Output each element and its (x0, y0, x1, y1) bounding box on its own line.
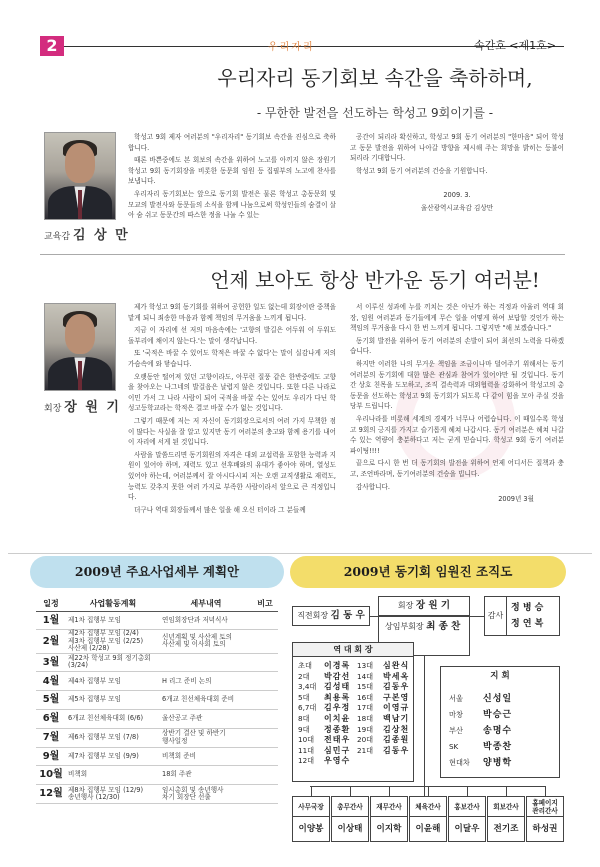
connector (545, 786, 546, 796)
president-name: 장 원 기 (415, 600, 451, 611)
plan-activity: 제6차 집행부 모임 (7/8) (66, 728, 160, 747)
auditor-name: 정 병 승 (511, 603, 544, 613)
term-label: 10대 (298, 735, 315, 745)
branch-entry (449, 707, 512, 723)
past-president-entry (298, 735, 356, 746)
past-president-entry (357, 672, 413, 683)
column-header: 세부내역 (160, 596, 252, 611)
plan-note (252, 672, 278, 691)
past-president-entry (357, 661, 413, 672)
branch-label: SK (449, 742, 459, 751)
term-label: 초대 (298, 661, 312, 670)
past-presidents-title: 역 대 회 장 (293, 643, 413, 657)
plan-note (252, 691, 278, 710)
past-president-entry (298, 693, 356, 704)
staff-role: 총무간사 (332, 797, 368, 817)
past-president-entry (357, 746, 413, 757)
branch-head: 박종찬 (483, 742, 513, 752)
past-president-entry (357, 714, 413, 725)
staff-box (370, 796, 408, 842)
plan-month: 1월 (36, 611, 66, 630)
plan-activity: 제22차 학성고 9회 정기총회 (3/24) (66, 653, 160, 672)
paragraph: 동기회 발전을 위하여 동기 여러분의 손발이 되어 최선의 노력을 다하겠습니다. (350, 336, 564, 356)
staff-name: 이달우 (454, 824, 480, 834)
branches-box (440, 666, 560, 778)
connector (467, 786, 468, 796)
president-name: 박세옥 (383, 671, 410, 681)
plan-detail: 임시총회 및 송년행사 차기 회장단 선출 (160, 785, 252, 804)
branch-label: 현대차 (449, 758, 470, 767)
org-panel (290, 556, 566, 863)
plan-detail: 상반기 결산 및 하반기 행사일정 (160, 728, 252, 747)
past-president-entry (298, 682, 356, 693)
staff-box (487, 796, 525, 842)
article2-column-1 (128, 302, 336, 517)
plan-month: 10월 (36, 766, 66, 785)
term-label: 14대 (357, 671, 374, 681)
past-president-entry (298, 756, 356, 767)
immediate-past-box (292, 606, 370, 626)
connector (370, 616, 378, 617)
article1-subtitle: - 무한한 발전을 선도하는 학성고 9회이기를 - (256, 106, 494, 120)
past-president-entry (298, 725, 356, 736)
president-name: 이경록 (324, 661, 351, 670)
caption-name: 김 상 만 (72, 228, 130, 243)
president-role: 회장 (397, 601, 414, 610)
past-president-entry (357, 735, 413, 746)
staff-name: 전기조 (493, 824, 519, 834)
term-label: 12대 (298, 756, 315, 766)
plan-row (36, 747, 278, 766)
immediate-past-name: 김 동 우 (330, 610, 365, 621)
paragraph: 오랫동안 떨어져 있던 고향이라도, 아무런 질풍 같은 한반중에도 고향을 찾아오는 나그네의 발걸음은 날렵지 않은 것입니다. 또한 다른 나라로 이민 가서 그 나라 사람이 되어 국적을 바꿀 수는 있어도 우리가 다닌 학성고등학교라는 학적은 결코 바꿀 수가 없는 것입니다. (128, 372, 336, 413)
plan-row (36, 785, 278, 804)
plan-month: 2월 (36, 630, 66, 653)
plan-detail: 6개교 친선체육대회 준비 (160, 691, 252, 710)
issue-label: 속간호 <제1호> (473, 39, 556, 52)
past-presidents-left (298, 661, 356, 767)
connector (470, 616, 484, 617)
president-name: 우영수 (324, 756, 351, 766)
past-president-entry (357, 725, 413, 736)
plan-month: 6월 (36, 709, 66, 728)
article1-column-2 (350, 132, 564, 216)
paragraph: 학성고 9회 제자 여러분의 "우리자리" 동기회보 속간을 진심으로 축하합니다. (128, 133, 336, 152)
staff-name: 이윤해 (415, 824, 441, 834)
staff-role: 사무국장 (293, 797, 329, 817)
plan-month: 7월 (36, 728, 66, 747)
plan-activity: 제8차 집행부 모임 (12/9) 송년행사 (12/30) (66, 785, 160, 804)
branches-title: 지 회 (490, 671, 510, 681)
connector (428, 786, 429, 796)
staff-box (448, 796, 486, 842)
term-label: 17대 (357, 703, 374, 713)
article-divider (40, 254, 565, 255)
article1-date: 2009. 3. (443, 191, 471, 200)
paragraph: 서 이루신 성과에 누를 끼치는 것은 아닌가 하는 걱정과 아울러 역대 회장, 임원 여러분과 동기들에게 무슨 일을 어떻게 하여 보답할 것인가 하는 책임의 무거움을 다시 한 번 느끼게 됩니다. 그렇지만 "해 보겠습니다." (350, 303, 564, 333)
branch-label: 부산 (449, 726, 463, 735)
paragraph: 또 '국적은 바꿀 수 있어도 학적은 바꿀 수 없다'는 말이 실감나게 저의 가슴속에 와 닿습니다. (128, 349, 336, 368)
term-label: 11대 (298, 745, 315, 755)
plan-row (36, 611, 278, 630)
plan-detail: H 리그 준비 논의 (160, 672, 252, 691)
branch-entry (449, 739, 512, 755)
plan-panel (30, 556, 284, 863)
branch-entry (449, 723, 512, 739)
paragraph: 감사합니다. (356, 482, 390, 491)
article2-caption (44, 396, 121, 415)
president-name: 김동우 (383, 682, 410, 692)
plan-header-row (36, 596, 278, 611)
article1-title: 우리자리 동기회보 속간을 축하하며, (217, 66, 533, 90)
plan-activity: 제1차 집행부 모임 (66, 611, 160, 630)
plan-note (252, 766, 278, 785)
staff-role: 회보간사 (488, 797, 524, 817)
plan-note (252, 728, 278, 747)
president-name: 정종환 (324, 724, 351, 734)
president-name: 백남기 (383, 713, 410, 723)
president-name: 심민구 (324, 745, 351, 755)
paragraph: 학성고 9회 동기 여러분의 건승을 기원합니다. (356, 166, 488, 175)
term-label: 20대 (357, 735, 374, 745)
president-name: 이영규 (383, 703, 410, 713)
president-name: 김동우 (383, 745, 410, 755)
article1-signature: 울산광역시교육감 김상만 (420, 203, 494, 212)
past-president-entry (298, 703, 356, 714)
branch-label: 마창 (449, 710, 463, 719)
vp-name: 최 종 찬 (426, 621, 461, 632)
past-president-entry (357, 682, 413, 693)
president-name: 김종원 (383, 735, 410, 745)
vp-role: 상임부회장 (385, 622, 424, 631)
article2-column-2 (350, 302, 564, 507)
staff-role: 체육간사 (410, 797, 446, 817)
term-label: 16대 (357, 692, 374, 702)
plan-activity: 제7차 집행부 모임 (9/9) (66, 747, 160, 766)
term-label: 5대 (298, 692, 310, 702)
term-label: 8대 (298, 713, 310, 723)
term-label: 3,4대 (298, 682, 317, 692)
connector (506, 786, 507, 796)
caption-name: 장 원 기 (64, 400, 121, 415)
president-name: 김우정 (324, 703, 351, 713)
term-label: 15대 (357, 682, 374, 692)
plan-detail: 신년계획 및 사산제 토의 사산제 및 이사회 토의 (160, 630, 252, 653)
plan-body (36, 611, 278, 803)
plan-title: 2009년 주요사업세부 계획안 (30, 556, 284, 588)
plan-note (252, 747, 278, 766)
president-name: 최용록 (324, 692, 351, 702)
plan-note (252, 630, 278, 653)
staff-name: 이상태 (337, 824, 363, 834)
plan-detail: 연임회장단과 저녁식사 (160, 611, 252, 630)
immediate-past-role: 직전회장 (297, 611, 329, 620)
past-presidents-right (357, 661, 413, 756)
branch-entry (449, 691, 512, 707)
paragraph: 끝으로 다시 한 번 더 동기회의 발전을 위하여 언제 어디서든 질책과 충고, 조언바라며, 동기여러분의 건승을 빕니다. (350, 459, 564, 478)
plan-row (36, 766, 278, 785)
section-tag: 우리자리 (268, 42, 315, 53)
term-label: 13대 (357, 661, 374, 670)
paragraph: 더구나 역대 회장들께서 많은 일을 해 오신 터이라 그 분들께 (134, 505, 306, 514)
president-name: 김성태 (324, 682, 351, 692)
page-header (0, 0, 600, 56)
plan-table (36, 596, 278, 804)
staff-box (331, 796, 369, 842)
president-photo (44, 303, 116, 391)
plan-activity: 제5차 집행부 모임 (66, 691, 160, 710)
paragraph: 제가 학성고 9회 동기회를 위하여 공헌한 일도 없는데 회장이란 중책을 맡게 되니 죄송한 마음과 함께 책임의 무거움을 느끼게 됩니다. (128, 303, 336, 322)
plan-month: 9월 (36, 747, 66, 766)
article1-column-1 (128, 132, 336, 223)
staff-name: 하성권 (532, 824, 558, 834)
past-president-entry (357, 703, 413, 714)
column-header: 비고 (252, 596, 278, 611)
plan-month: 12월 (36, 785, 66, 804)
president-name: 구본영 (383, 692, 410, 702)
plan-row (36, 691, 278, 710)
auditor-name: 정 연 복 (511, 619, 544, 629)
term-label: 2대 (298, 671, 310, 681)
past-president-entry (298, 672, 356, 683)
auditor-label: 감사 (485, 597, 507, 635)
page-number: 2 (40, 36, 64, 56)
plan-note (252, 785, 278, 804)
plan-note (252, 653, 278, 672)
term-label: 19대 (357, 724, 374, 734)
branch-entry (449, 755, 512, 771)
past-presidents-box (292, 642, 414, 782)
paragraph: 그렇기 때문에 저는 저 자신이 동기회장으로서의 여러 가지 무책한 점이 많다는 사실을 잘 알고 있지만 동기 여러분의 충고와 함께 용기를 내어 이 자리에 서게 된 것입니다. (128, 416, 336, 447)
article2-title: 언제 보아도 항상 반가운 동기 여러분! (210, 268, 540, 292)
plan-note (252, 709, 278, 728)
term-label: 6,7대 (298, 703, 317, 713)
plan-activity: 6개교 친선체육대회 (6/6) (66, 709, 160, 728)
past-president-entry (298, 746, 356, 757)
connector (311, 786, 312, 796)
plan-detail: 울산공고 주관 (160, 709, 252, 728)
staff-name: 이양봉 (298, 824, 324, 834)
branch-label: 서울 (449, 694, 463, 703)
paragraph: 지금 이 자리에 선 저의 마음속에는 '고향의 발길은 어두워 이 두워도 돌부리에 채이지 않는다.'는 말이 생각납니다. (128, 326, 336, 345)
paragraph: 때론 바쁜중에도 본 회보의 속간을 위하여 노고를 아끼지 않은 장원기 학성고 9회 동기회장을 비롯한 동문회 임원 등 집필부의 노고에 찬사를 보냅니다. (128, 156, 336, 186)
paragraph: 우리자리 동기회보는 앞으로 동기회 발전은 물론 학성고 총동문회 및 모교의 발전사와 동문들의 소식을 함께 나눔으로써 학성인들의 숨결이 살아 숨 쉬고 동문간의 따스한 정을 나눌 수 있는 (128, 189, 336, 220)
superintendent-photo (44, 132, 116, 220)
staff-box (409, 796, 447, 842)
term-label: 21대 (357, 745, 374, 755)
past-president-entry (298, 661, 356, 672)
plan-row (36, 672, 278, 691)
auditor-box (484, 596, 560, 636)
paragraph: 사람을 말씀드리면 동기회원의 자격은 대외 교섭력을 포함한 능력과 지원이 있어야 하며, 재력도 있고 선후배와의 유대가 좋아야 하며, 열성도 있어야 하는데, 여러분께서 잘 아시다시피 저는 오랜 교직생활로 재력도, 능력도 갖추지 못한 여러 가지로 부족한 사람이라서 앞으로 큰 걱정입니다. (128, 450, 336, 502)
president-box (378, 596, 470, 616)
connector (424, 656, 425, 796)
staff-box (292, 796, 330, 842)
past-president-entry (298, 714, 356, 725)
term-label: 9대 (298, 724, 310, 734)
branch-head: 양병학 (483, 758, 513, 768)
plan-row (36, 728, 278, 747)
connector (389, 786, 390, 796)
staff-role: 재무간사 (371, 797, 407, 817)
plan-month: 4월 (36, 672, 66, 691)
plan-month: 5월 (36, 691, 66, 710)
branch-head: 송명수 (483, 726, 513, 736)
staff-name: 이지학 (376, 824, 402, 834)
plan-detail (160, 653, 252, 672)
plan-detail: 18회 주관 (160, 766, 252, 785)
plan-month: 3월 (36, 653, 66, 672)
org-title: 2009년 동기회 임원진 조직도 (290, 556, 566, 588)
branch-head: 박승근 (483, 710, 513, 720)
plan-activity: 제4차 집행부 모임 (66, 672, 160, 691)
president-name: 박감선 (324, 671, 351, 681)
plan-note (252, 611, 278, 630)
president-name: 전태우 (324, 735, 351, 745)
staff-role: 홍보간사 (449, 797, 485, 817)
plan-row (36, 709, 278, 728)
paragraph: 하지만 이러한 나의 무거운 책임을 조금이나마 덜어주기 위해서는 동기 여러분의 동기회에 대한 많은 관심과 참여가 있어야만 될 것입니다. 동기 간 상호 친목을 도모하고, 조직 결속력과 대외협력을 강화하여 학성고의 총동문을 선도하는 학성고 9회 동기회가 되도록 다 같이 힘을 모아 주실 것을 당부 드립니다. (350, 359, 564, 411)
plan-row (36, 653, 278, 672)
president-name: 이치윤 (324, 713, 351, 723)
paragraph: 공간이 되리라 확신하고, 학성고 9회 동기 여러분의 "한마음" 되어 학성고 동문 발전을 위하여 나아갈 방향을 제시해 주는 희망을 밝히는 등불이 되리라 기대합니다. (350, 133, 564, 163)
paragraph: 우리나라를 비롯해 세계의 경제가 너무나 어렵습니다. 이 때일수록 학성고 9회의 긍지를 가지고 슬기롭게 헤쳐 나갑시다. 동기 여러분은 헤쳐 나갈 수 있는 역량이 충분하다고 저는 굳게 믿습니다. 학성고 9회 동기 여러분 파이팅!!!! (350, 414, 564, 455)
column-header: 사업활동계획 (66, 596, 160, 611)
branches-list (449, 691, 512, 771)
article1-caption (44, 224, 130, 243)
staff-box (526, 796, 564, 842)
plan-row (36, 630, 278, 653)
past-president-entry (357, 693, 413, 704)
article2-date: 2009년 3월 (498, 495, 534, 504)
plan-detail: 비책회 준비 (160, 747, 252, 766)
plan-activity: 제2차 집행부 모임 (2/4) 제3차 집행부 모임 (2/25) 사산제 (2/28) (66, 630, 160, 653)
term-label: 18대 (357, 713, 374, 723)
connector (350, 786, 351, 796)
president-name: 김상천 (383, 724, 410, 734)
staff-role: 홈페이지 관리간사 (527, 797, 563, 817)
plan-activity: 비책회 (66, 766, 160, 785)
section-rule (8, 553, 592, 554)
column-header: 일정 (36, 596, 66, 611)
caption-role: 교육감 (44, 232, 71, 242)
president-name: 심완식 (383, 661, 410, 670)
branch-head: 신성일 (483, 694, 513, 704)
caption-role: 회장 (44, 404, 62, 414)
